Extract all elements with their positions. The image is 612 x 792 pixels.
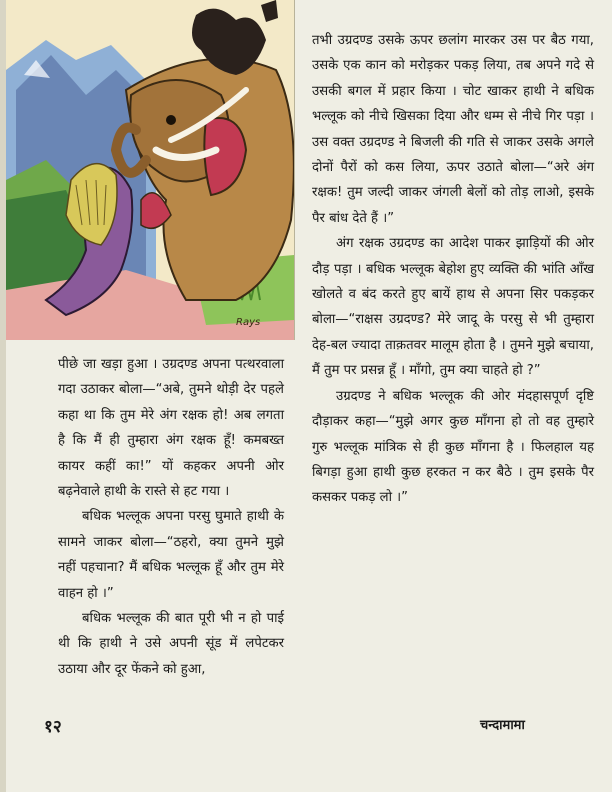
page-number: १२ <box>44 717 62 737</box>
magazine-name: चन्दामामा <box>480 718 525 733</box>
paragraph: बधिक भल्लूक अपना परसु घुमाते हाथी के सामने जाकर बोला—“ठहरो, क्या तुमने मुझे नहीं पहचाना? मैं बधिक भल्लूक हूँ और तुम मेरे वाहन हो ।” <box>58 509 284 601</box>
paragraph: तभी उग्रदण्ड उसके ऊपर छलांग मारकर उस पर बैठ गया, उसके एक कान को मरोड़कर पकड़ लिया, तब अपने गदे से उसकी बगल में प्रहार किया । चोट खाकर हाथी ने बधिक भल्लूक को नीचे खिसका दिया और धम्म से नीचे गिर पड़ा । उस वक्त उग्रदण्ड ने बिजली की गति से जाकर उसके अगले दोनों पैरों को कस लिया, ऊपर उठाते बोला—“अरे अंग रक्षक! तुम जल्दी जाकर जंगली बेलों को तोड़ लाओ, इसके पैर बांध देते हैं ।” <box>312 33 594 226</box>
left-column-text <box>58 352 284 682</box>
paragraph: पीछे जा खड़ा हुआ । उग्रदण्ड अपना पत्थरवाला गदा उठाकर बोला—“अबे, तुमने थोड़ी देर पहले कहा था कि तुम मेरे अंग रक्षक हो! अब लगता है कि मैं ही तुम्हारा अंग रक्षक हूँ! कमबख्त कायर कहीं का!” यों कहकर अपनी ओर बढ़नेवाले हाथी के रास्ते से हट गया । <box>58 357 284 500</box>
paragraph: अंग रक्षक उग्रदण्ड का आदेश पाकर झाड़ियों की ओर दौड़ पड़ा । बधिक भल्लूक बेहोश हुए व्यक्ति की भांति आँख खोलते व बंद करते हुए बायें हाथ से अपना सिर पकड़कर बोला—“राक्षस उग्रदण्ड? मेरे जादू के परसु से भी तुम्हारा देह-बल ज्यादा ताक़तवर मालूम होता है । तुमने मुझे बचाया, मैं तुम पर प्रसन्न हूँ । माँगो, तुम क्या चाहते हो ?” <box>312 236 594 379</box>
illustration-elephant-fight <box>6 0 295 340</box>
paragraph: बधिक भल्लूक की बात पूरी भी न हो पाई थी कि हाथी ने उसे अपनी सूंड में लपेटकर उठाया और दूर फेंकने को हुआ, <box>58 611 284 677</box>
right-column-text <box>312 28 594 511</box>
illustrator-signature: Rays <box>236 317 261 328</box>
paragraph: उग्रदण्ड ने बधिक भल्लूक की ओर मंदहासपूर्ण दृष्टि दौड़ाकर कहा—“मुझे अगर कुछ माँगना हो तो वह तुम्हारे गुरु भल्लूक मांत्रिक से ही कुछ माँगना है । फिलहाल यह बिगड़ा हुआ हाथी कुछ हरकत न कर बैठे । तुम इसके पैर कसकर पकड़ लो ।” <box>312 388 594 506</box>
